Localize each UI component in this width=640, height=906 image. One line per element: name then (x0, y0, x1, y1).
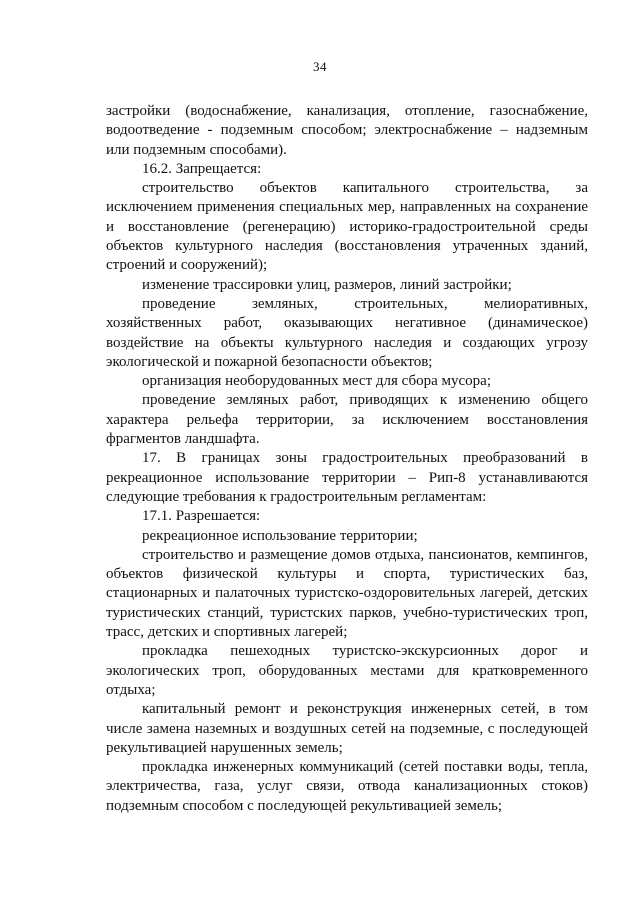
paragraph: капитальный ремонт и реконструкция инженерных сетей, в том числе замена наземных и воздушных сетей на подземные, с последующей рекультивацией нарушенных земель; (106, 701, 588, 756)
paragraph: строительство и размещение домов отдыха, пансионатов, кемпингов, объектов физической культуры и спорта, туристических баз, стационарных и палаточных туристско-оздоровительных лагерей, детских туристических станций, туристских парков, учебно-туристических троп, трасс, детских и спортивных лагерей; (106, 546, 588, 641)
paragraph-continuation: застройки (водоснабжение, канализация, отопление, газоснабжение, водоотведение - подземным способом; электроснабжение – надземным или подземным способами). (106, 103, 588, 158)
paragraph-section-17: 17. В границах зоны градостроительных преобразований в рекреационное использование территории – Рип-8 устанавливаются следующие требования к градостроительным регламентам: (106, 450, 588, 505)
paragraph: организация необорудованных мест для сбора мусора; (142, 373, 491, 390)
document-body (106, 102, 588, 816)
paragraph: изменение трассировки улиц, размеров, линий застройки; (142, 276, 512, 293)
page-number: 34 (313, 59, 327, 74)
paragraph-section-16-2: 16.2. Запрещается: (142, 160, 262, 177)
paragraph: рекреационное использование территории; (142, 527, 418, 544)
paragraph: прокладка пешеходных туристско-экскурсионных дорог и экологических троп, оборудованных местами для кратковременного отдыха; (106, 643, 588, 698)
paragraph: проведение земляных работ, приводящих к изменению общего характера рельефа территории, за исключением восстановления фрагментов ландшафта. (106, 392, 588, 448)
paragraph: проведение земляных, строительных, мелиоративных, хозяйственных работ, оказывающих негативное (динамическое) воздействие на объекты культурного наследия и создающих угрозу экологической и пожарной безопасности объектов; (106, 295, 588, 370)
paragraph: прокладка инженерных коммуникаций (сетей поставки воды, тепла, электричества, газа, услуг связи, отвода канализационных стоков) подземным способом с последующей рекультивацией земель; (106, 759, 588, 814)
paragraph: строительство объектов капитального строительства, за исключением применения специальных мер, направленных на сохранение и восстановление (регенерацию) историко-градостроительной среды объектов культурного наследия (восстановления утраченных зданий, строений и сооружений); (106, 180, 588, 274)
paragraph-section-17-1: 17.1. Разрешается: (142, 508, 261, 525)
